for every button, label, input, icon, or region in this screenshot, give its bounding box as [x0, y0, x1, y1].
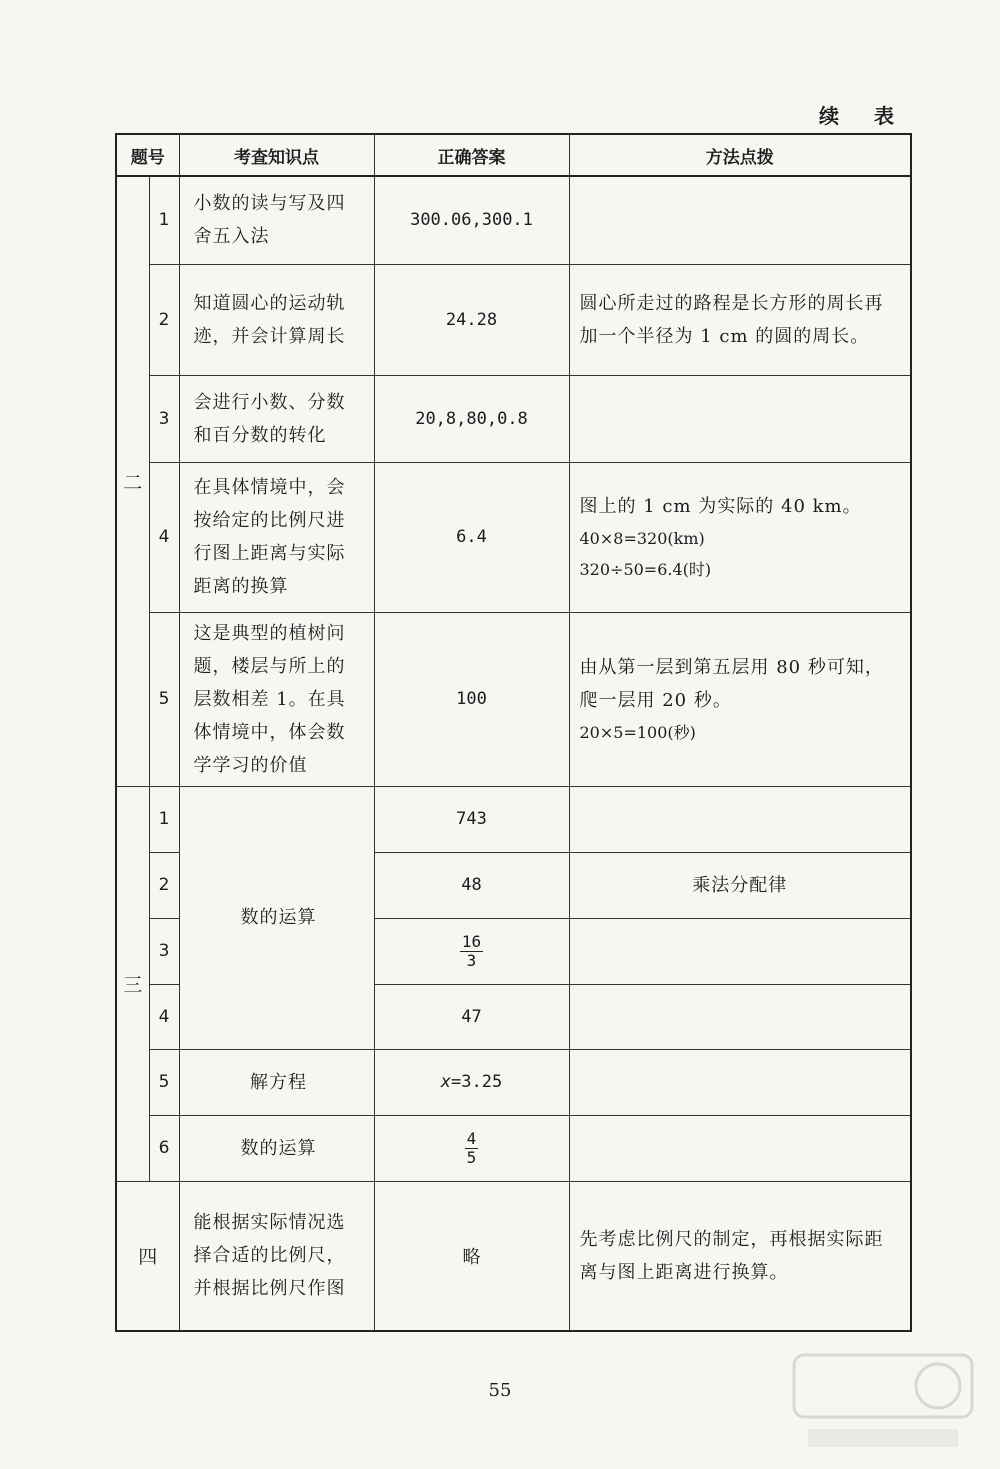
table-row — [116, 462, 911, 612]
method-tip — [569, 918, 911, 984]
calculation-line: 20×5=100(秒) — [579, 722, 696, 742]
correct-answer — [374, 1115, 569, 1181]
question-number: 2 — [149, 852, 179, 918]
knowledge-point: 在具体情境中，会按给定的比例尺进行图上距离与实际距离的换算 — [179, 462, 374, 612]
method-tip: 先考虑比例尺的制定，再根据实际距离与图上距离进行换算。 — [569, 1181, 911, 1331]
answer-value: =3.25 — [451, 1072, 503, 1092]
question-number: 4 — [149, 462, 179, 612]
knowledge-point: 小数的读与写及四舍五入法 — [179, 176, 374, 264]
correct-answer: 300.06,300.1 — [374, 176, 569, 264]
correct-answer: 24.28 — [374, 264, 569, 375]
correct-answer: 略 — [374, 1181, 569, 1331]
watermark-banner — [808, 1429, 958, 1447]
method-tip — [569, 462, 911, 612]
correct-answer: 100 — [374, 612, 569, 786]
page-number: 55 — [488, 1380, 512, 1401]
question-number: 3 — [149, 375, 179, 462]
fraction-numerator: 16 — [461, 931, 482, 951]
correct-answer: 47 — [374, 984, 569, 1049]
correct-answer: 743 — [374, 786, 569, 852]
method-tip-text: 由从第一层到第五层用 80 秒可知，爬一层用 20 秒。 — [579, 656, 884, 711]
watermark-logo — [788, 1349, 978, 1459]
question-number: 1 — [149, 786, 179, 852]
table-row — [116, 612, 911, 786]
calculation-line: 40×8=320(km) — [579, 528, 705, 548]
method-tip — [569, 612, 911, 786]
table-header-row — [116, 134, 911, 176]
table-row — [116, 1049, 911, 1115]
question-number: 6 — [149, 1115, 179, 1181]
correct-answer: 6.4 — [374, 462, 569, 612]
watermark-circle — [916, 1364, 960, 1408]
method-tip — [569, 176, 911, 264]
question-number: 2 — [149, 264, 179, 375]
method-tip: 圆心所走过的路程是长方形的周长再加一个半径为 1 cm 的圆的周长。 — [569, 264, 911, 375]
section-label-two: 二 — [116, 176, 149, 786]
fraction-numerator: 4 — [466, 1128, 477, 1148]
question-number: 1 — [149, 176, 179, 264]
correct-answer — [374, 918, 569, 984]
method-tip — [569, 786, 911, 852]
knowledge-point: 数的运算 — [179, 1115, 374, 1181]
fraction — [465, 1130, 479, 1167]
method-tip-text: 图上的 1 cm 为实际的 40 km。 — [579, 495, 862, 517]
correct-answer: 48 — [374, 852, 569, 918]
table-row — [116, 1115, 911, 1181]
fraction — [460, 933, 483, 970]
knowledge-point: 知道圆心的运动轨迹，并会计算周长 — [179, 264, 374, 375]
method-tip — [569, 1115, 911, 1181]
knowledge-point: 会进行小数、分数和百分数的转化 — [179, 375, 374, 462]
continued-label: 续 表 — [819, 104, 908, 128]
header-answer: 正确答案 — [374, 134, 569, 176]
header-knowledge: 考查知识点 — [179, 134, 374, 176]
fraction-denominator: 5 — [466, 1147, 477, 1167]
table-row — [116, 375, 911, 462]
question-number: 5 — [149, 612, 179, 786]
method-tip — [569, 984, 911, 1049]
header-method: 方法点拨 — [569, 134, 911, 176]
table-row — [116, 786, 911, 852]
question-number: 5 — [149, 1049, 179, 1115]
method-tip: 乘法分配律 — [569, 852, 911, 918]
correct-answer — [374, 1049, 569, 1115]
method-tip — [569, 1049, 911, 1115]
table-row — [116, 1181, 911, 1331]
question-number: 4 — [149, 984, 179, 1049]
correct-answer: 20,8,80,0.8 — [374, 375, 569, 462]
knowledge-point: 解方程 — [179, 1049, 374, 1115]
header-number: 题号 — [116, 134, 179, 176]
table-row — [116, 264, 911, 375]
answer-variable: x — [440, 1072, 452, 1092]
knowledge-point: 能根据实际情况选择合适的比例尺，并根据比例尺作图 — [179, 1181, 374, 1331]
knowledge-point: 数的运算 — [179, 786, 374, 1049]
question-number: 3 — [149, 918, 179, 984]
section-label-three: 三 — [116, 786, 149, 1181]
table-row — [116, 176, 911, 264]
knowledge-point: 这是典型的植树问题，楼层与所上的层数相差 1。在具体情境中，体会数学学习的价值 — [179, 612, 374, 786]
section-label-four: 四 — [116, 1181, 179, 1331]
method-tip — [569, 375, 911, 462]
calculation-line: 320÷50=6.4(时) — [579, 559, 712, 579]
answer-table — [115, 133, 912, 1332]
fraction-denominator: 3 — [466, 950, 477, 970]
